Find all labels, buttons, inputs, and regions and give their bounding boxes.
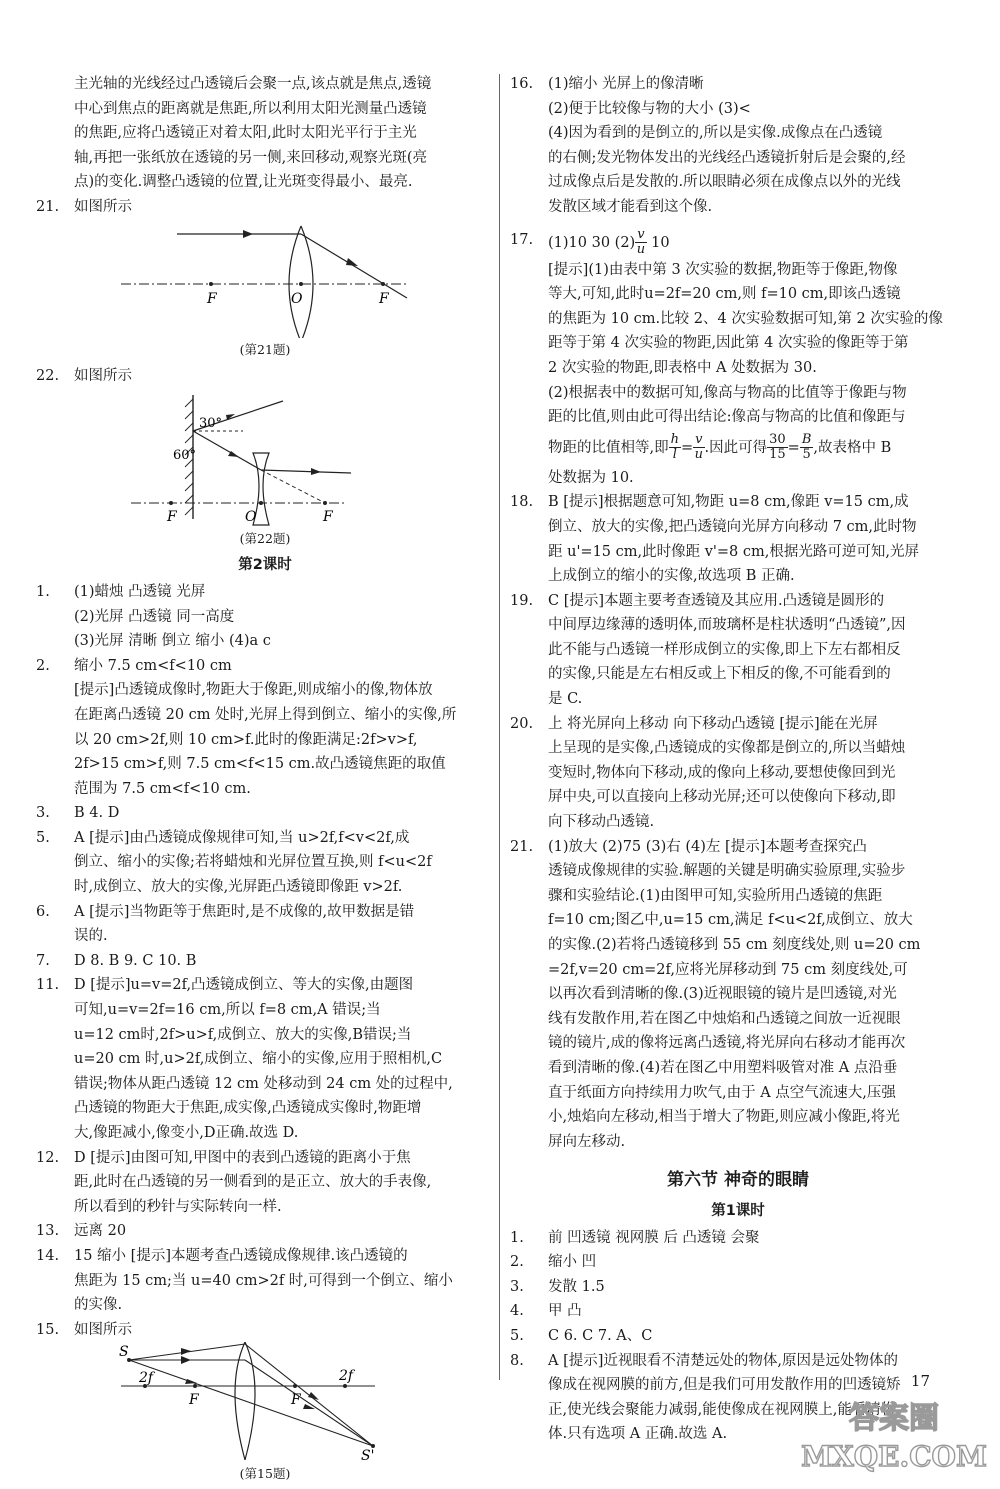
refracted-ray — [301, 234, 407, 298]
question-number: 7. — [36, 952, 50, 969]
fraction-denominator: l — [672, 447, 677, 463]
hint-line: 距的比值,则由此可得出结论:像高与物高的比值和像距与 — [548, 409, 906, 426]
answer-text: 10 — [646, 234, 670, 251]
answer-item — [510, 1250, 966, 1275]
fraction — [635, 228, 646, 257]
focal-point — [293, 1384, 297, 1388]
label-2f: 2f — [339, 1368, 354, 1385]
equals-sign: = — [787, 439, 800, 456]
answer-line: (2)便于比较像与物的大小 (3)< — [548, 100, 751, 117]
hint-line: (2)根据表中的数据可知,像高与物高的比值等于像距与物 — [548, 384, 907, 401]
label-2f: 2f — [139, 1370, 154, 1387]
watermark-text: 答案圈 — [849, 1401, 939, 1436]
answer-line: 缩小 凹 — [548, 1254, 597, 1271]
answer-line: 透镜成像规律的实验.解题的关键是明确实验原理,实验步 — [548, 863, 906, 880]
answer-item — [36, 580, 494, 654]
reflected-ray — [193, 431, 261, 470]
answer-line: 15 缩小 [提示]本题考查凸透镜成像规律.该凸透镜的 — [74, 1247, 408, 1264]
answer-line: 直于纸面方向持续用力吹气,由于 A 点空气流速大,压强 — [548, 1084, 896, 1101]
answer-line: B 4. D — [74, 805, 120, 822]
question-number: 5. — [36, 829, 50, 846]
answer-item — [36, 826, 494, 900]
answer-line: 体.只有选项 A 正确.故选 A. — [548, 1426, 728, 1443]
question-text: 如图所示 — [74, 198, 132, 215]
answer-line: A [提示]近视眼看不清楚远处的物体,原因是远处物体的 — [548, 1352, 899, 1369]
answer-line: A [提示]当物距等于焦距时,是不成像的,故甲数据是错 — [74, 903, 415, 920]
ray-arrow — [346, 258, 358, 266]
figure-21-caption: (第21题) — [239, 341, 291, 357]
equals-sign: = — [680, 439, 694, 456]
answer-item — [36, 654, 494, 802]
figure-21 — [115, 220, 415, 338]
extension-line — [261, 470, 325, 503]
answer-line: 所以看到的秒针与实际转向一样. — [74, 1198, 282, 1215]
figure-21-diagram — [115, 220, 415, 338]
fraction-denominator: u — [694, 447, 703, 463]
answer-line: 误的. — [74, 928, 108, 945]
left-column — [36, 72, 494, 1489]
answer-line: 以再次看到清晰的像.(3)近视眼镜的镜片是凹透镜,对光 — [548, 986, 897, 1003]
intro-line: 中心到焦点的距离就是焦距,所以利用太阳光测量凸透镜 — [74, 100, 427, 117]
fraction — [767, 433, 788, 462]
answer-line: 的右侧;发光物体发出的光线经凸透镜折射后是会聚的,经 — [548, 149, 906, 166]
fraction — [800, 433, 814, 462]
label-S-prime: S' — [361, 1448, 375, 1463]
figure-22 — [115, 389, 415, 527]
question-number: 2. — [510, 1254, 524, 1271]
answer-line: 发散 1.5 — [548, 1278, 605, 1295]
answer-item — [510, 835, 966, 1155]
fraction-denominator: 5 — [802, 447, 811, 463]
answer-line: 前 凹透镜 视网膜 后 凸透镜 会聚 — [548, 1229, 760, 1246]
answer-line: 变短时,物体向下移动,成的像向上移动,要想使像回到光 — [548, 764, 896, 781]
answer-line: 发散区域才能看到这个像. — [548, 198, 713, 215]
answer-line: [提示]凸透镜成像时,物距大于像距,则成缩小的像,物体放 — [74, 682, 433, 699]
question-15 — [36, 1318, 494, 1343]
watermark-logo — [798, 1390, 988, 1476]
answer-line: A [提示]由凸透镜成像规律可知,当 u>2f,f<v<2f,成 — [74, 829, 410, 846]
question-number: 3. — [36, 805, 50, 822]
answer-line: 此不能与凸透镜一样形成倒立的实像,即上下左右都相反 — [548, 641, 901, 658]
answer-line: 错误;物体从距凸透镜 12 cm 处移动到 24 cm 处的过程中, — [74, 1075, 453, 1092]
question-number: 16. — [510, 76, 534, 92]
answer-line: 小,烛焰向左移动,相当于增大了物距,则应减小像距,将光 — [548, 1109, 900, 1126]
answer-line: 倒立、放大的实像,把凸透镜向光屏方向移动 7 cm,此时物 — [548, 518, 917, 535]
ray-arrow — [181, 1356, 191, 1364]
refracted-ray — [245, 1360, 373, 1446]
angle-label: 30° — [199, 415, 223, 431]
answer-line: 上成倒立的缩小的实像,故选项 B 正确. — [548, 568, 795, 585]
label-F: F — [291, 1392, 301, 1409]
answer-item — [510, 228, 966, 491]
fraction-numerator: B — [801, 432, 812, 448]
question-number: 4. — [510, 1303, 524, 1320]
answer-line: 凸透镜的物距大于焦距,成实像,凸透镜成实像时,物距增 — [74, 1100, 422, 1117]
ray-arrow — [303, 1404, 315, 1409]
answer-line: 像成在视网膜的前方,但是我们可用发散作用的凹透镜矫 — [548, 1377, 901, 1394]
fraction-numerator: v — [637, 227, 645, 243]
hint-line: 等大,可知,此时u=2f=20 cm,则 f=10 cm,即该凸透镜 — [548, 286, 901, 303]
hint-line: 处数据为 10. — [548, 469, 634, 486]
question-number: 12. — [36, 1149, 60, 1166]
figure-22-caption: (第22题) — [239, 530, 291, 546]
answer-item — [36, 1146, 494, 1220]
question-number: 6. — [36, 903, 50, 920]
hint-line: 的焦距为 10 cm.比较 2、4 次实验数据可知,第 2 次实验的像 — [548, 310, 943, 327]
question-number: 2. — [36, 657, 50, 674]
answer-item — [36, 1244, 494, 1318]
question-number: 3. — [510, 1278, 524, 1295]
answer-item — [36, 949, 494, 974]
answer-line: 过成像点后是发散的.所以眼睛必须在成像点以外的光线 — [548, 174, 901, 191]
label-O: O — [291, 290, 303, 307]
lesson-title: 第1课时 — [711, 1202, 765, 1219]
answer-line: 距 u'=15 cm,此时像距 v'=8 cm,根据光路可逆可知,光屏 — [548, 543, 919, 560]
optical-center — [299, 282, 303, 286]
hint-line — [548, 430, 966, 466]
answer-line: (1)蜡烛 凸透镜 光屏 — [74, 583, 206, 600]
answer-line: 可知,u=v=2f=16 cm,所以 f=8 cm,A 错误;当 — [74, 1002, 381, 1019]
question-number: 1. — [36, 583, 50, 600]
answer-line: 上 将光屏向上移动 向下移动凸透镜 [提示]能在光屏 — [548, 715, 878, 732]
answer-line: D 8. B 9. C 10. B — [74, 952, 197, 969]
question-number: 1. — [510, 1229, 524, 1246]
answer-line: 向下移动凸透镜. — [548, 814, 655, 831]
answer-line: 的实像,只能是左右相反或上下相反的像,不可能看到的 — [548, 666, 891, 683]
figure-22-diagram — [115, 389, 415, 527]
question-number: 17. — [510, 231, 534, 248]
answer-line — [548, 228, 966, 258]
answer-line: (3)光屏 清晰 倒立 缩小 (4)a c — [74, 633, 271, 650]
ray-arrow — [243, 230, 253, 238]
watermark-text: MXQE.COM — [801, 1440, 987, 1473]
answer-line: (4)因为看到的是倒立的,所以是实像.成像点在凸透镜 — [548, 125, 883, 142]
figure-15 — [115, 1342, 415, 1462]
answer-line: u=12 cm时,2f>u>f,成倒立、放大的实像,B错误;当 — [74, 1026, 412, 1043]
question-number: 21. — [36, 198, 60, 215]
answer-text: (1)10 30 (2) — [548, 234, 636, 251]
hint-text: 物距的比值相等,即 — [548, 439, 669, 456]
focal-point — [323, 501, 327, 505]
answer-line: (1)缩小 光屏上的像清晰 — [548, 76, 704, 92]
optical-center — [259, 501, 263, 505]
question-number: 22. — [36, 368, 60, 385]
answer-line: 大,像距减小,像变小,D正确.故选 D. — [74, 1125, 299, 1141]
answer-item — [36, 801, 494, 826]
answer-item — [510, 1324, 966, 1349]
angle-label: 60° — [173, 447, 197, 463]
label-F: F — [379, 290, 389, 307]
question-22 — [36, 364, 494, 389]
fraction-numerator: v — [695, 432, 703, 448]
refracted-ray — [261, 470, 351, 473]
answer-item — [36, 973, 494, 1145]
answer-line: D [提示]由图可知,甲图中的表到凸透镜的距离小于焦 — [74, 1149, 411, 1166]
convex-lens-right — [289, 226, 301, 338]
question-number: 8. — [510, 1352, 524, 1369]
intro-line: 的焦距,应将凸透镜正对着太阳,此时太阳光平行于主光 — [74, 125, 417, 142]
question-number: 21. — [510, 838, 534, 855]
hint-text: ,故表格中 B — [813, 439, 892, 456]
label-F: F — [189, 1392, 199, 1409]
hint-line: [提示](1)由表中第 3 次实验的数据,物距等于像距,物像 — [548, 261, 898, 278]
question-number: 15. — [36, 1321, 60, 1338]
figure-15-diagram — [115, 1342, 415, 1462]
answer-line: 线有发散作用,若在图乙中烛焰和凸透镜之间放一近视眼 — [548, 1010, 901, 1027]
ray-arrow — [311, 468, 321, 475]
ray-arrow — [181, 1348, 191, 1355]
answer-line: 焦距为 15 cm;当 u=40 cm>2f 时,可得到一个倒立、缩小 — [74, 1272, 453, 1289]
answer-line: 中间厚边缘薄的透明体,而玻璃杯是柱状透明“凸透镜”,因 — [548, 617, 906, 634]
label-F: F — [167, 508, 177, 525]
fraction-denominator: u — [636, 242, 646, 258]
answer-line: C [提示]本题主要考查透镜及其应用.凸透镜是圆形的 — [548, 592, 885, 609]
answer-line: D [提示]u=v=2f,凸透镜成倒立、等大的实像,由题图 — [74, 977, 414, 994]
answer-item — [510, 490, 966, 588]
answer-line: 缩小 7.5 cm<f<10 cm — [74, 657, 232, 674]
fraction-numerator: h — [670, 432, 679, 448]
answer-item — [510, 1275, 966, 1300]
fraction-denominator: 15 — [769, 447, 786, 463]
fraction — [693, 433, 704, 462]
answer-line: 屏中央,可以直接向上移动光屏;还可以使像向下移动,即 — [548, 789, 896, 806]
label-F: F — [323, 508, 333, 525]
answer-item — [510, 1226, 966, 1251]
focal-point — [381, 282, 385, 286]
answer-line: 时,成倒立、放大的实像,光屏距凸透镜即像距 v>2f. — [74, 879, 403, 896]
question-21 — [36, 195, 494, 220]
question-text: 如图所示 — [74, 368, 132, 385]
answer-line: u=20 cm 时,u>2f,成倒立、缩小的实像,应用于照相机,C — [74, 1051, 443, 1068]
intro-line: 轴,再把一张纸放在透镜的另一侧,来回移动,观察光斑(亮 — [74, 149, 427, 166]
answer-line: =2f,v=20 cm=2f,应将光屏移动到 75 cm 刻度线处,可 — [548, 961, 908, 978]
label-F: F — [207, 290, 217, 307]
question-number: 5. — [510, 1327, 524, 1344]
answer-item — [510, 712, 966, 835]
answer-line: 是 C. — [548, 691, 583, 708]
answer-item — [36, 1219, 494, 1244]
question-number: 14. — [36, 1247, 60, 1264]
answer-item — [36, 900, 494, 949]
answer-item — [510, 1299, 966, 1324]
question-number: 13. — [36, 1223, 60, 1240]
answer-line: B [提示]根据题意可知,物距 u=8 cm,像距 v=15 cm,成 — [548, 494, 909, 511]
question-number: 20. — [510, 715, 534, 732]
refracted-ray — [245, 1344, 373, 1446]
question-number: 18. — [510, 494, 534, 511]
answer-line: 看到清晰的像.(4)若在图乙中用塑料吸管对准 A 点沿垂 — [548, 1059, 898, 1076]
answer-line: 范围为 7.5 cm<f<10 cm. — [74, 780, 251, 797]
fraction — [669, 433, 681, 462]
question-text: 如图所示 — [74, 1321, 132, 1338]
answer-line: 距,此时在凸透镜的另一侧看到的是正立、放大的手表像, — [74, 1174, 432, 1191]
answer-line: 2f>15 cm>f,则 7.5 cm<f<15 cm.故凸透镜焦距的取值 — [74, 756, 446, 773]
answer-line: 甲 凸 — [548, 1303, 582, 1320]
answer-line: 以 20 cm>2f,则 10 cm>f.此时的像距满足:2f>v>f, — [74, 731, 418, 748]
answer-item — [510, 589, 966, 712]
answer-line: 的实像.(2)若将凸透镜移到 55 cm 刻度线处,则 u=20 cm — [548, 937, 921, 953]
question-number: 19. — [510, 592, 534, 609]
answer-line: 屏向左移动. — [548, 1133, 626, 1150]
fraction-numerator: 30 — [769, 432, 786, 448]
intro-line: 点)的变化.调整凸透镜的位置,让光斑变得最小、最亮. — [74, 174, 413, 191]
answer-line: 正,使光线会聚能力减弱,能使像成在视网膜上,能看清物 — [548, 1401, 896, 1418]
lesson-title: 第2课时 — [238, 557, 292, 574]
figure-15-caption: (第15题) — [239, 1466, 291, 1482]
hint-text: .因此可得 — [704, 439, 768, 456]
answer-line: f=10 cm;图乙中,u=15 cm,满足 f<u<2f,成倒立、放大 — [548, 912, 913, 929]
section-title: 第六节 神奇的眼睛 — [667, 1170, 809, 1191]
question-number: 11. — [36, 977, 60, 994]
label-S: S — [119, 1344, 129, 1361]
focal-point — [209, 282, 213, 286]
answer-line: (1)放大 (2)75 (3)右 (4)左 [提示]本题考查探究凸 — [548, 838, 867, 855]
convex-lens-left — [301, 226, 313, 338]
label-O: O — [245, 508, 257, 525]
answer-line: 倒立、缩小的实像;若将蜡烛和光屏位置互换,则 f<u<2f — [74, 854, 432, 871]
point-2f — [343, 1384, 347, 1388]
focal-point — [169, 501, 173, 505]
answer-line: (2)光屏 凸透镜 同一高度 — [74, 608, 235, 625]
right-column — [510, 72, 966, 1447]
focal-point — [193, 1384, 197, 1388]
answer-item — [510, 72, 966, 220]
answer-line: C 6. C 7. A、C — [548, 1327, 653, 1344]
page-number: 17 — [910, 1372, 930, 1390]
intro-line: 主光轴的光线经过凸透镜后会聚一点,该点就是焦点,透镜 — [74, 76, 432, 92]
column-divider — [499, 74, 500, 1380]
hint-line: 2 次实验的物距,即表格中 A 处数据为 30. — [548, 359, 817, 376]
answer-line: 骤和实验结论.(1)由图甲可知,实验所用凸透镜的焦距 — [548, 887, 883, 904]
hint-line: 距等于第 4 次实验的物距,因此第 4 次实验的像距等于第 — [548, 335, 909, 352]
answer-line: 的实像. — [74, 1297, 123, 1314]
answer-line: 镜的镜片,成的像将远离凸透镜,将光屏向右移动才能再次 — [548, 1035, 906, 1052]
answer-line: 在距离凸透镜 20 cm 处时,光屏上得到倒立、缩小的实像,所 — [74, 706, 457, 723]
answer-line: 远离 20 — [74, 1223, 127, 1240]
answer-line: 上呈现的是实像,凸透镜成的实像都是倒立的,所以当蜡烛 — [548, 740, 906, 757]
